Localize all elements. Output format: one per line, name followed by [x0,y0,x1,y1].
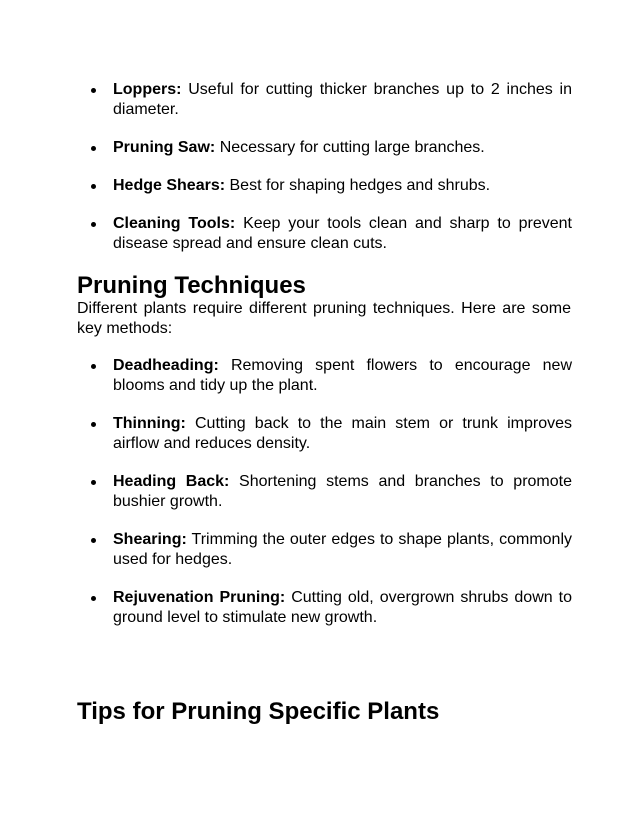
list-item-desc: Useful for cutting thicker branches up to 2 inches in diameter. [113,81,573,118]
list-item-desc: Removing spent flowers to encourage new blooms and tidy up the plant. [113,357,572,394]
list-item-term: Hedge Shears: [113,177,226,194]
section-heading-techniques: Pruning Techniques [77,272,306,299]
list-item [78,80,572,120]
list-item-desc: Shortening stems and branches to promote bushier growth. [113,473,573,510]
list-item-term: Shearing: [113,531,187,548]
bullet-icon [91,422,96,427]
list-item-term: Loppers: [113,81,182,98]
list-item [78,472,572,512]
list-item-desc: Best for shaping hedges and shrubs. [229,177,491,194]
bullet-icon [91,538,96,543]
list-item [78,176,572,196]
list-item [78,138,572,158]
list-item [78,214,572,254]
list-item-term: Pruning Saw: [113,139,216,156]
list-item-desc: Keep your tools clean and sharp to prevent disease spread and ensure clean cuts. [113,215,572,252]
list-item [78,588,572,628]
list-item-term: Deadheading: [113,357,219,374]
techniques-intro: Different plants require different pruning techniques. Here are some key methods: [77,300,571,337]
list-item-term: Heading Back: [113,473,230,490]
list-item-desc: Necessary for cutting large branches. [219,139,485,156]
tools-list [78,80,572,272]
bullet-icon [91,480,96,485]
bullet-icon [91,88,96,93]
list-item [78,356,572,396]
list-item-term: Cleaning Tools: [113,215,236,232]
list-item [78,414,572,454]
list-item-desc: Cutting back to the main stem or trunk improves airflow and reduces density. [113,415,572,452]
list-item-desc: Cutting old, overgrown shrubs down to ground level to stimulate new growth. [113,589,572,626]
bullet-icon [91,364,96,369]
bullet-icon [91,222,96,227]
bullet-icon [91,184,96,189]
techniques-list [78,356,572,646]
list-item [78,530,572,570]
bullet-icon [91,596,96,601]
list-item-term: Thinning: [113,415,186,432]
list-item-term: Rejuvenation Pruning: [113,589,286,606]
list-item-desc: Trimming the outer edges to shape plants, commonly used for hedges. [113,531,572,568]
bullet-icon [91,146,96,151]
section-heading-tips: Tips for Pruning Specific Plants [77,698,440,725]
